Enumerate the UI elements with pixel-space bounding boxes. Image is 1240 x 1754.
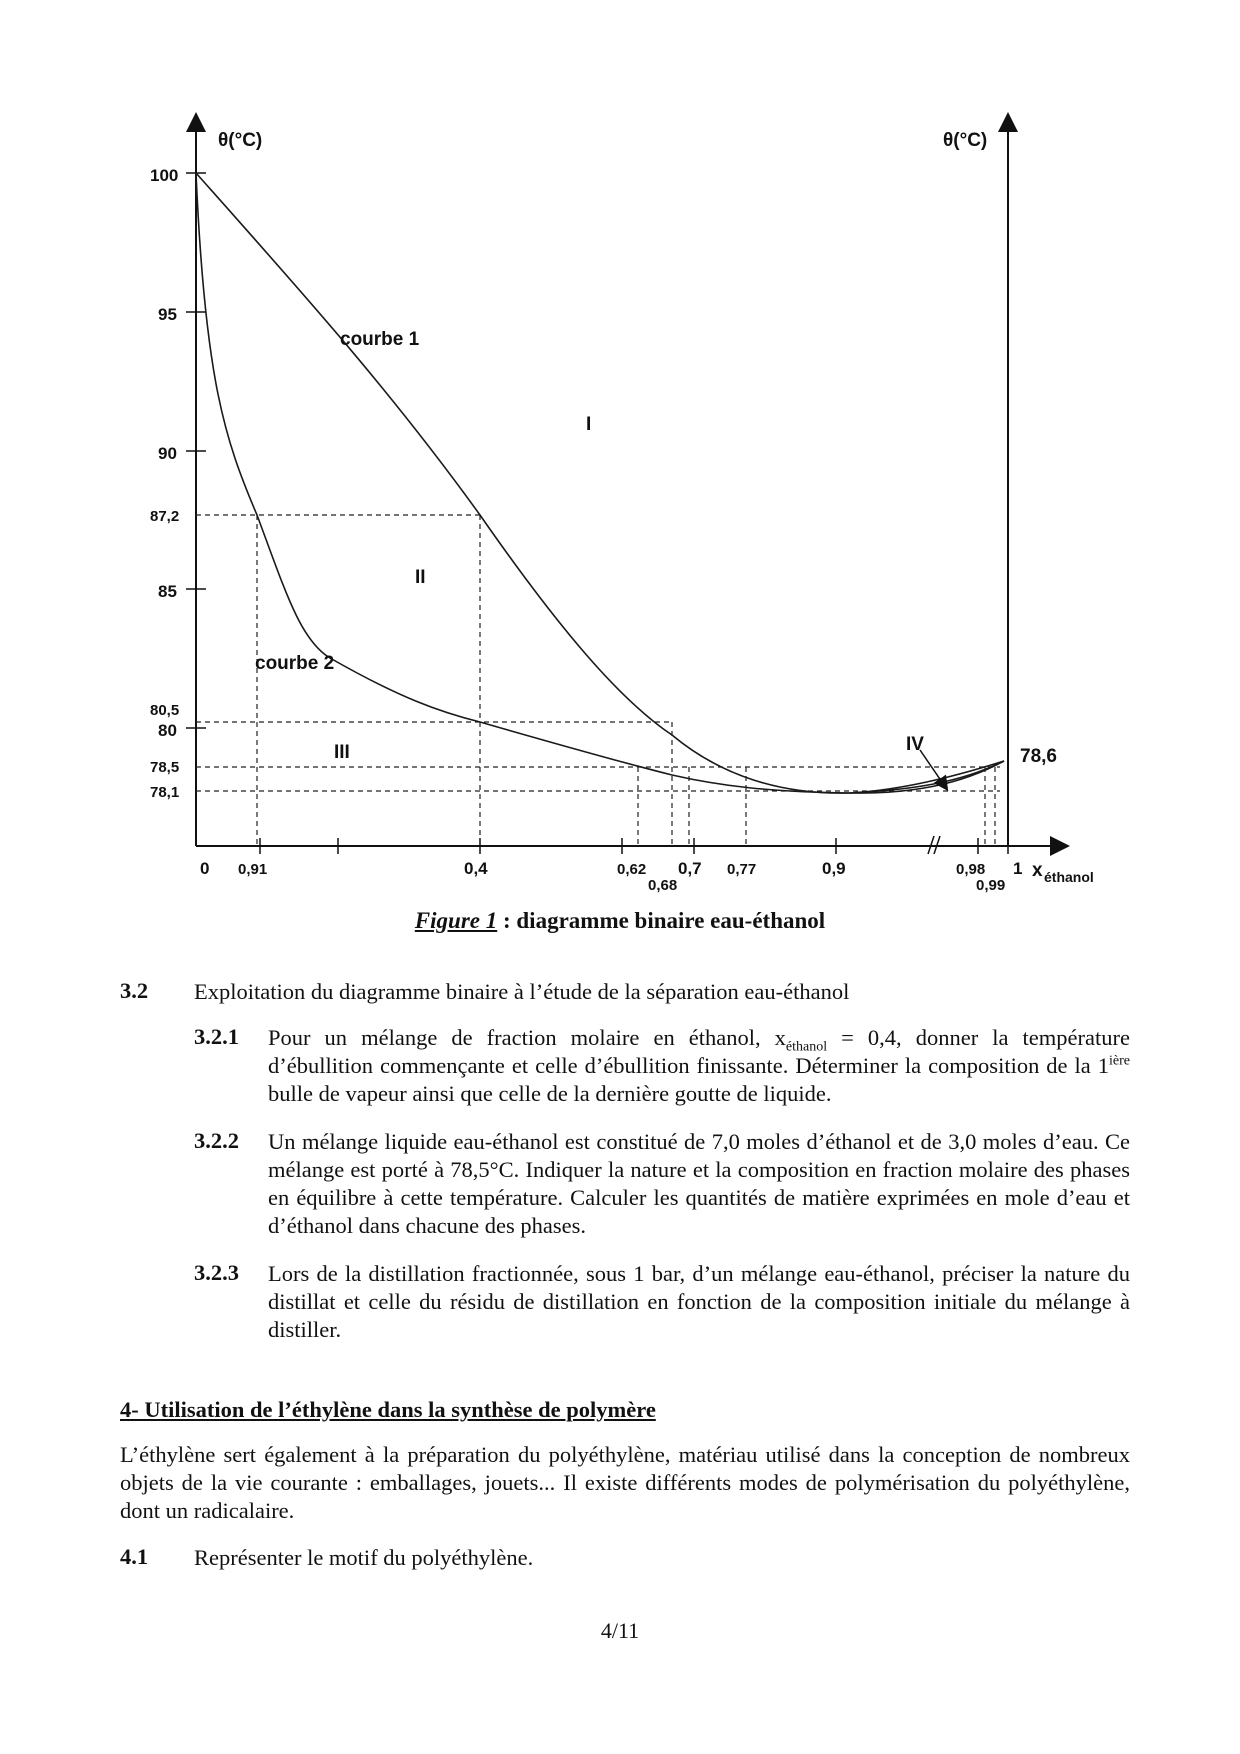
y-special-label: 78,1 — [150, 784, 180, 801]
section-title: 4- Utilisation de l’éthylène dans la synthèse de polymère — [120, 1397, 656, 1422]
x-tick-label: 0,91 — [238, 861, 268, 878]
region-label: I — [586, 414, 592, 435]
x-tick-label: 0,99 — [976, 877, 1006, 894]
x-tick-label: 0,77 — [727, 861, 757, 878]
right-value-label: 78,6 — [1020, 746, 1057, 767]
curve-1-dew-line — [196, 173, 1004, 793]
x-tick-label: 0,68 — [648, 877, 678, 894]
x-tick-label: 0 — [200, 859, 210, 878]
y-tick-label: 85 — [158, 582, 177, 601]
question-number: 3.2.3 — [194, 1260, 239, 1285]
figure-caption-text: : diagramme binaire eau-éthanol — [497, 908, 826, 933]
y-axis-left-label: θ(°C) — [218, 130, 263, 151]
y-special-label: 78,5 — [150, 759, 180, 776]
guide-lines — [196, 515, 1000, 846]
question-number: 3.2.2 — [194, 1128, 239, 1153]
region-label: II — [415, 567, 426, 588]
y-special-label: 80,5 — [150, 702, 180, 719]
section-heading: Exploitation du diagramme binaire à l’étude de la séparation eau-éthanol — [194, 979, 850, 1004]
x-axis-label: x — [1032, 860, 1043, 881]
x-tick-label: 0,98 — [956, 861, 986, 878]
y-special-label: 87,2 — [150, 508, 180, 525]
y-tick-label: 95 — [158, 305, 177, 324]
question-text: Pour un mélange de fraction molaire en éthanol, $x_{éthanol} = 0,4$, donner la température d’ébullition commençante et celle d’ébullition finissante. Déterminer la composition de la $1^{ière}$ bulle de vapeur ainsi que celle de la dernière goutte de liquide. — [268, 1025, 1130, 1106]
question-number: 4.1 — [120, 1544, 149, 1569]
region-label: III — [334, 742, 350, 763]
y-axis-right-label: θ(°C) — [943, 130, 988, 151]
region-iv-pointer — [920, 750, 944, 785]
region-label: IV — [906, 734, 924, 755]
y-tick-label: 80 — [158, 721, 177, 740]
curve-2-bubble-line — [196, 173, 1004, 793]
x-axis-label-sub: éthanol — [1044, 869, 1094, 885]
figure-number: Figure 1 — [414, 908, 498, 933]
question-text: Lors de la distillation fractionnée, sous 1 bar, d’un mélange eau-éthanol, préciser la nature du distillat et celle du résidu de distillation en fonction de la composition initiale du mélange à distiller. — [268, 1261, 1130, 1342]
question-text: Un mélange liquide eau-éthanol est constitué de 7,0 moles d’éthanol et de 3,0 moles d’eau. Ce mélange est porté à 78,5°C. Indiquer la nature et la composition en fraction molaire des phases en équilibre à cette température. Calculer les quantités de matière exprimées en mole d’eau et d’éthanol dans chacune des phases. — [268, 1129, 1130, 1238]
curve-2-label: courbe 2 — [255, 653, 335, 674]
question-text: Représenter le motif du polyéthylène. — [194, 1545, 534, 1570]
figure-caption — [0, 908, 1240, 934]
x-tick-label: 0,7 — [678, 859, 702, 878]
page-number: 4/11 — [600, 1618, 640, 1643]
curve-azeotrope-branch — [850, 761, 1004, 793]
curve-1-label: courbe 1 — [340, 329, 420, 350]
y-tick-label: 90 — [158, 444, 177, 463]
x-tick-label: 1 — [1013, 859, 1023, 878]
x-tick-label: 0,62 — [617, 861, 647, 878]
x-tick-label: 0,9 — [822, 859, 846, 878]
section-intro: L’éthylène sert également à la préparation du polyéthylène, matériau utilisé dans la conception de nombreux objets de la vie courante : emballages, jouets... Il existe différents modes de polymérisation du polyéthylène, dont un radicalaire. — [120, 1442, 1130, 1523]
x-tick-label: 0,4 — [464, 859, 488, 878]
section-number: 3.2 — [120, 978, 149, 1003]
y-tick-label: 100 — [150, 166, 179, 185]
question-number: 3.2.1 — [194, 1024, 239, 1049]
